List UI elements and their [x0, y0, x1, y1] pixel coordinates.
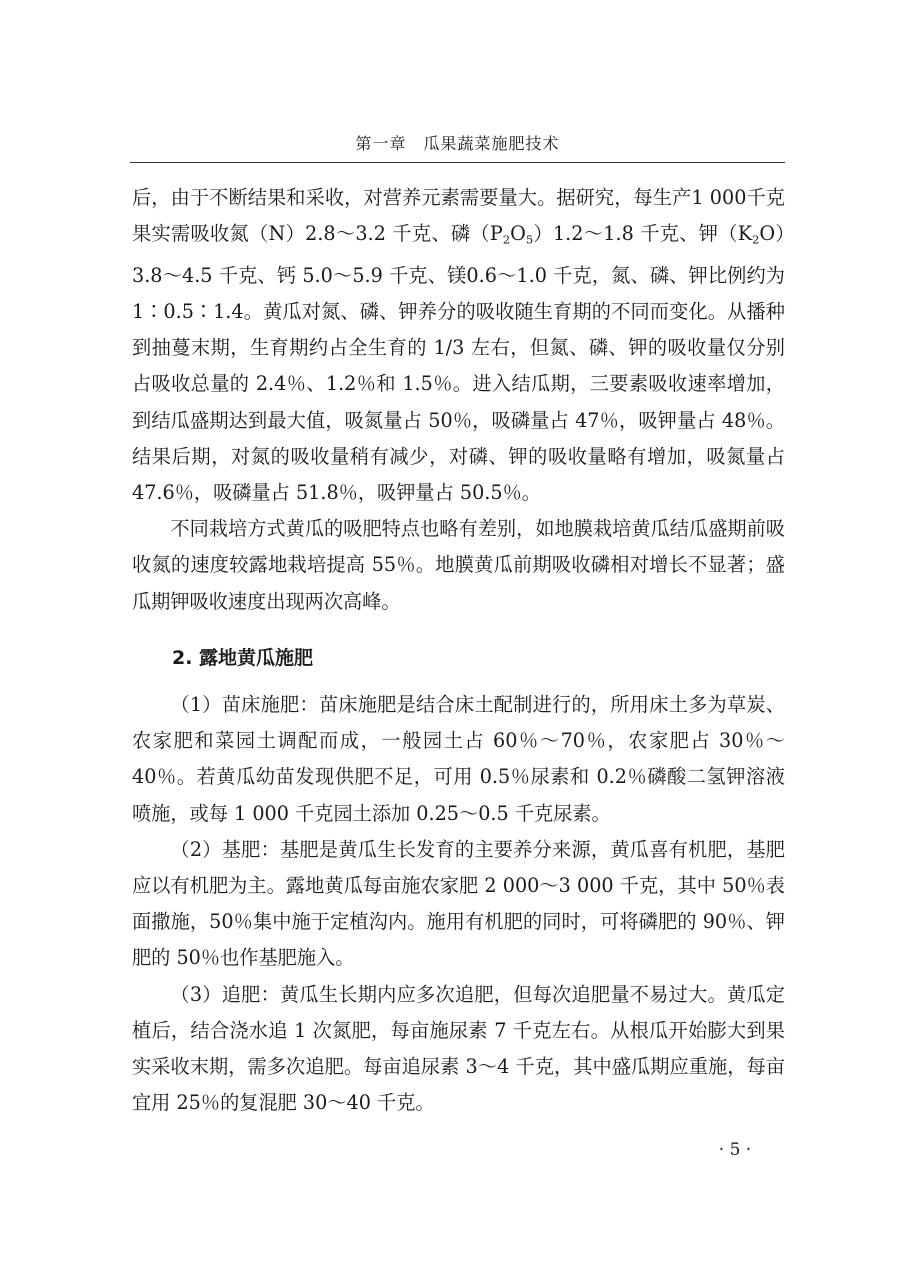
paragraph-topdressing: （3）追肥：黄瓜生长期内应多次追肥，但每次追肥量不易过大。黄瓜定植后，结合浇水追 1 次氮肥，每亩施尿素 7 千克左右。从根瓜开始膨大到果实采收末期，需多次追肥。每亩追尿素 3～4 千克，其中盛瓜期应重施，每亩宜用 25％的复混肥 30～40 千克。 — [132, 982, 785, 1115]
header-rule — [130, 162, 785, 163]
page-body — [132, 180, 785, 1121]
paragraph-base-fertilizer: （2）基肥：基肥是黄瓜生长发育的主要养分来源，黄瓜喜有机肥，基肥应以有机肥为主。露地黄瓜每亩施农家肥 2 000～3 000 千克，其中 50％表面撒施，50％集中施于定植沟内。施用有机肥的同时，可将磷肥的 90％、钾肥的 50％也作基肥施入。 — [132, 837, 785, 970]
paragraph-continuation — [132, 180, 785, 511]
paragraph-cultivation-methods: 不同栽培方式黄瓜的吸肥特点也略有差别，如地膜栽培黄瓜结瓜盛期前吸收氮的速度较露地栽培提高 55％。地膜黄瓜前期吸收磷相对增长不显著；盛瓜期钾吸收速度出现两次高峰。 — [132, 517, 785, 613]
text-run: ）1.2～1.8 千克、钾（K — [533, 222, 753, 246]
subscript: 2 — [502, 232, 511, 247]
subscript: 5 — [525, 232, 534, 247]
section-heading: 2. 露地黄瓜施肥 — [172, 646, 314, 669]
text-run: O — [510, 222, 526, 246]
paragraph-seedbed-fertilization: （1）苗床施肥：苗床施肥是结合床土配制进行的，所用床土多为草炭、农家肥和菜园土调配而成，一般园土占 60％～70％，农家肥占 30％～40％。若黄瓜幼苗发现供肥不足，可用 0.5％尿素和 0.2％磷酸二氢钾溶液喷施，或每 1 000 千克园土添加 0.25～0.5 千克尿素。 — [132, 692, 785, 825]
running-header: 第一章 瓜果蔬菜施肥技术 — [355, 134, 560, 153]
subscript: 2 — [752, 232, 760, 247]
text-run: O）3.8～4.5 千克、钙 5.0～5.9 千克、镁0.6～1.0 千克，氮、磷、钾比例约为 1∶0.5∶1.4。黄瓜对氮、磷、钾养分的吸收随生育期的不同而变化。从播种到抽蔓末期，生育期约占全生育的 1/3 左右，但氮、磷、钾的吸收量仅分别占吸收总量的 2.4％、1.2％和 1.5％。进入结瓜期，三要素吸收速率增加，到结瓜盛期达到最大值，吸氮量占 50％，吸磷量占 47％，吸钾量占 48％。结果后期，对氮的吸收量稍有减少，对磷、钾的吸收量略有增加，吸氮量占 47.6％，吸磷量占 51.8％，吸钾量占 50.5％。 — [132, 222, 785, 505]
text-run: 后，由于不断结果和采收，对营养元素需要量大。据研究，每生产1 000千克果实需吸收氮（N）2.8～3.2 千克、磷（P — [132, 186, 785, 246]
page-number: · 5 · — [718, 1140, 752, 1160]
